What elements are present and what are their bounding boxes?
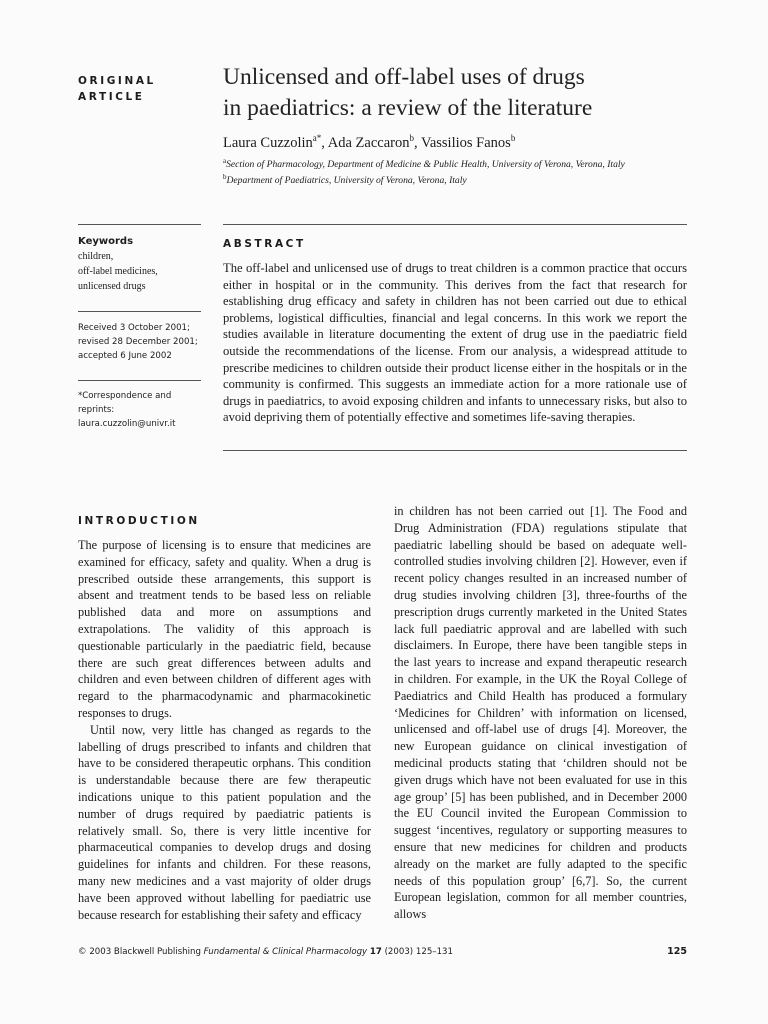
article-type-line-1: ORIGINAL [78, 75, 156, 87]
affiliation-text: Department of Paediatrics, University of Verona, Verona, Italy [226, 175, 467, 187]
keyword: unlicensed drugs [78, 281, 146, 292]
sidebar-top-rule [78, 224, 201, 225]
keyword: children, [78, 251, 114, 262]
intro-paragraph-3: in children has not been carried out [1]. The Food and Drug Administration (FDA) regulations stipulate that paediatric labelling should be based on adequate well-controlled studies involving children [2]. However, even if recent policy changes resulted in an increased number of drug studies involving children [3], three-fourths of the prescription drugs currently marketed in the United States lack full paediatric approval and are labelled with such disclaimers. In Europe, there have been tangible steps in the last years to increase and expand therapeutic research in children. For example, in the UK the Royal College of Paediatrics and Child Health has produced a formulary ‘Medicines for Children’ with information on licensed, unlicensed and off-label use of drugs [4]. Moreover, the new European guidance on clinical investigation of medicinal products stating that ‘children should not be given drugs which have not been evaluated for use in this age group’ [5] has been published, and in December 2000 the EU Council invited the European Commission to suggest ‘incentives, regulatory or supporting measures to ensure that new medicines for children and products already on the market are fully adapted to the specific needs of this population group’ [6,7]. So, the current European legislation, common for all member countries, allows [394, 504, 687, 922]
history-accepted: accepted 6 June 2002 [78, 351, 172, 361]
intro-paragraph-1: The purpose of licensing is to ensure that medicines are examined for efficacy, safety and quality. When a drug is prescribed outside these arrangements, this support is absent and treatment tends to be based less on reliable published data and more on assumptions and extrapolations. The validity of this approach is questionable particularly in the paediatric field, because there are such great differences between adults and children and even between children of different ages with regard to the pharmacodynamic and pharmacokinetic responses to drugs. [78, 538, 371, 720]
correspondence-email[interactable]: laura.cuzzolin@univr.it [78, 419, 176, 429]
intro-column-left [78, 537, 371, 923]
title-line-1: Unlicensed and off-label uses of drugs [223, 64, 585, 90]
author-affiliation-mark: b [510, 133, 516, 143]
correspondence [78, 389, 202, 431]
abstract-bottom-rule [223, 450, 687, 451]
sidebar-rule [78, 311, 201, 312]
article-title [223, 62, 743, 124]
page-number: 125 [667, 946, 687, 957]
footer-volume: 17 [369, 947, 382, 957]
keywords-heading: Keywords [78, 236, 134, 247]
keyword: off-label medicines, [78, 266, 158, 277]
correspondence-label: *Correspondence and reprints: [78, 391, 172, 415]
title-line-2: in paediatrics: a review of the literature [223, 95, 593, 121]
affiliations [223, 155, 743, 187]
keyword-list [78, 249, 202, 294]
affiliation-mark: b [223, 173, 227, 182]
affiliation-text: Section of Pharmacology, Department of Medicine & Public Health, University of Verona, Verona, Italy [226, 159, 625, 171]
footer-journal: Fundamental & Clinical Pharmacology [203, 947, 368, 957]
keywords-block [78, 236, 202, 294]
abstract-text: The off-label and unlicensed use of drugs to treat children is a common practice that occurs either in hospital or in the community. This derives from the fact that research for establishing drug efficacy and safety in children has not been carried out due to ethical problems, logistical difficulties, financial and legal concerns. In this work we report the studies available in literature documenting the extent of drug use in the paediatric field outside the recommendations of the license. From our analysis, a widespread attitude to prescribe medicines to children outside their product license either in the hospitals or in the community is confirmed. This suggests an immediate action for a more rationale use of drugs in paediatrics, to avoid exposing children and infants to unnecessary risks, but also to avoid depriving them of potentially effective and sometimes life-saving therapies. [223, 261, 687, 425]
author-name: Vassilios Fanos [420, 134, 511, 151]
abstract-heading: ABSTRACT [223, 238, 306, 250]
article-history [78, 321, 202, 363]
footer-citation [78, 947, 453, 957]
author-affiliation-mark: a* [312, 133, 322, 143]
affiliation-mark: a [223, 157, 227, 165]
article-type-line-2: ARTICLE [78, 91, 145, 103]
footer-pages: (2003) 125–131 [384, 947, 453, 957]
author-affiliation-mark: b [409, 133, 414, 143]
abstract-top-rule [223, 224, 687, 225]
affiliation-b [223, 171, 743, 187]
author-name: Ada Zaccaron [327, 134, 410, 151]
sidebar-rule [78, 380, 201, 381]
affiliation-a [223, 155, 743, 171]
history-received: Received 3 October 2001; [78, 323, 190, 333]
article-type-label [78, 73, 156, 105]
history-revised: revised 28 December 2001; [78, 337, 198, 347]
author-name: Laura Cuzzolin [223, 134, 313, 151]
footer-copyright: © 2003 Blackwell Publishing [78, 947, 201, 957]
intro-paragraph-2: Until now, very little has changed as regards to the labelling of drugs prescribed to infants and children that have to be considered therapeutic orphans. This condition is understandable because there are few therapeutic indications unique to this patient population and the number of drugs required by paediatric patients is relatively small. So, there is very little incentive for pharmaceutical companies to develop drugs and dosing guidelines for infants and children. For these reasons, many new medicines and a vast majority of older drugs have been approved without labelling for paediatric use because research for establishing their safety and efficacy [78, 722, 371, 922]
introduction-heading: INTRODUCTION [78, 515, 200, 527]
author-list: Laura Cuzzolin$^{a*}$, Ada Zaccaron$^b$, Vassilios Fanos$^b$ [223, 133, 516, 151]
intro-column-right [394, 503, 687, 923]
